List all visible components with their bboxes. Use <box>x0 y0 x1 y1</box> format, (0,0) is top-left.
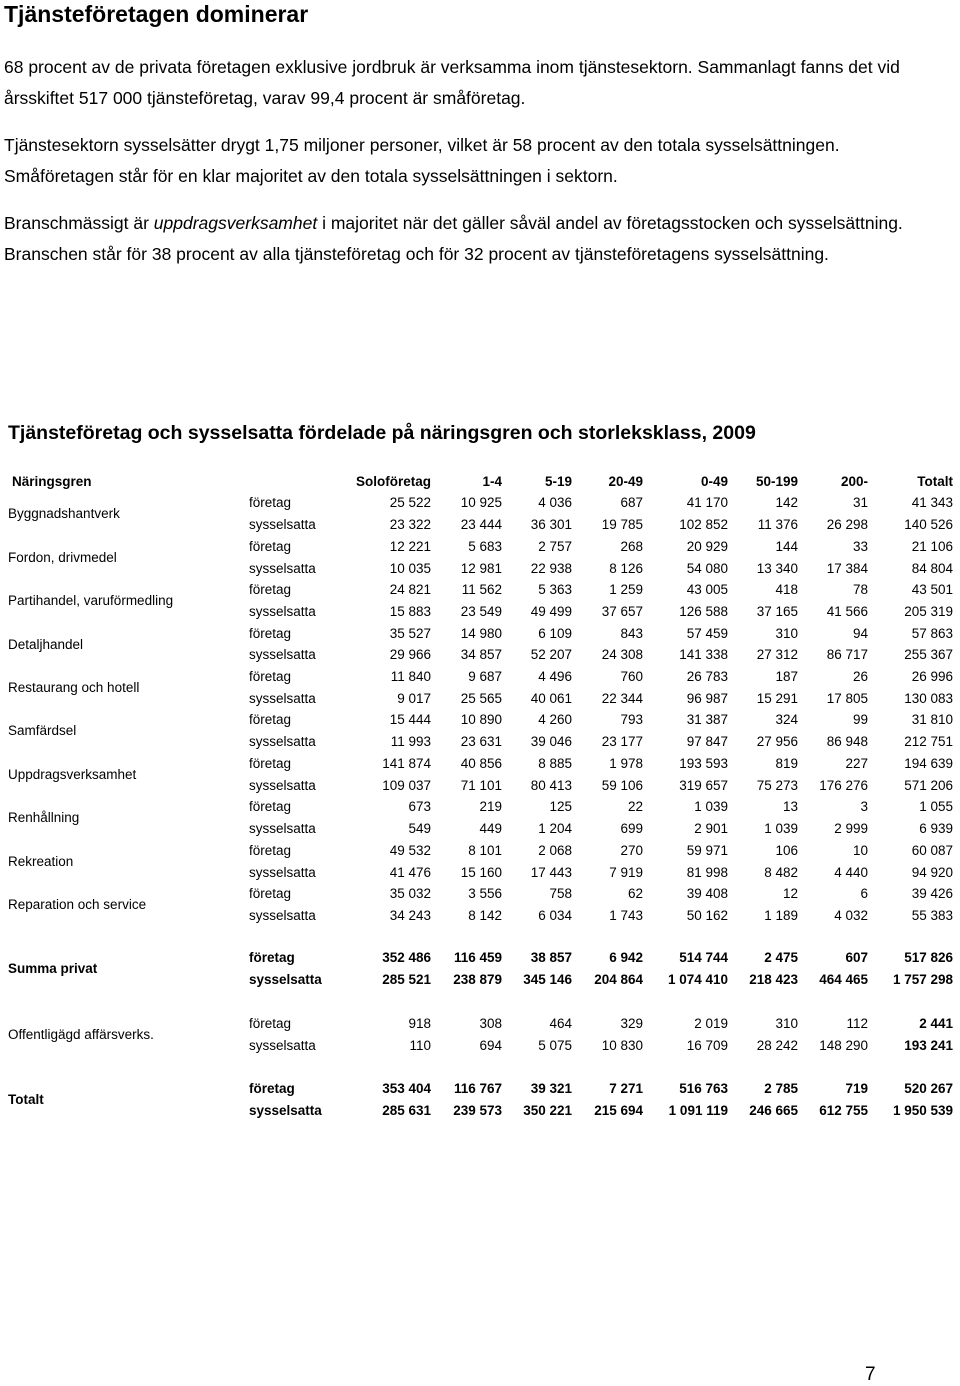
table-cell: 350 221 <box>523 1103 572 1118</box>
table-cell: 238 879 <box>453 972 502 987</box>
row-group-label: Offentligägd affärsverks. <box>8 1027 154 1042</box>
row-measure-label: företag <box>249 626 292 641</box>
table-cell: 308 <box>479 1016 502 1031</box>
row-measure-label: företag <box>249 495 292 510</box>
table-cell: 918 <box>408 1016 431 1031</box>
table-cell: 8 885 <box>538 756 572 771</box>
table-cell: 843 <box>620 626 643 641</box>
table-cell: 285 631 <box>382 1103 431 1118</box>
table-cell: 55 383 <box>911 908 953 923</box>
table-cell: 758 <box>549 886 572 901</box>
table-cell: 54 080 <box>686 561 728 576</box>
row-group-label: Uppdragsverksamhet <box>8 767 137 782</box>
table-cell: 239 573 <box>453 1103 502 1118</box>
table-cell: 1 091 119 <box>668 1103 728 1118</box>
table-cell: 24 308 <box>601 647 643 662</box>
table-cell: 1 743 <box>609 908 643 923</box>
row-group-label: Partihandel, varuförmedling <box>8 593 174 608</box>
row-measure-label: företag <box>249 799 292 814</box>
row-group-label: Byggnadshantverk <box>8 506 120 521</box>
row-measure-label: sysselsatta <box>249 517 316 532</box>
table-cell: 41 170 <box>686 495 728 510</box>
table-cell: 52 207 <box>530 647 572 662</box>
table-cell: 3 <box>860 799 868 814</box>
table-cell: 10 890 <box>460 712 502 727</box>
table-cell: 81 998 <box>686 865 728 880</box>
table-cell: 1 259 <box>609 582 643 597</box>
table-cell: 94 <box>852 626 868 641</box>
table-cell: 10 035 <box>389 561 431 576</box>
table-cell: 5 075 <box>538 1038 572 1053</box>
table-cell: 27 956 <box>756 734 798 749</box>
table-cell: 176 276 <box>819 778 868 793</box>
table-cell: 23 444 <box>460 517 502 532</box>
table-cell: 37 657 <box>601 604 643 619</box>
table-cell: 62 <box>627 886 643 901</box>
table-cell: 15 291 <box>756 691 798 706</box>
table-cell: 140 526 <box>904 517 953 532</box>
table-cell: 1 757 298 <box>892 972 953 987</box>
table-cell: 2 757 <box>538 539 572 554</box>
row-measure-label: sysselsatta <box>249 691 316 706</box>
table-cell: 5 363 <box>538 582 572 597</box>
table-cell: 464 465 <box>819 972 868 987</box>
table-cell: 319 657 <box>679 778 728 793</box>
table-cell: 49 499 <box>530 604 572 619</box>
table-cell: 96 987 <box>686 691 728 706</box>
table-cell: 10 830 <box>601 1038 643 1053</box>
table-cell: 141 338 <box>679 647 728 662</box>
table-cell: 31 387 <box>686 712 728 727</box>
table-cell: 26 996 <box>911 669 953 684</box>
table-cell: 116 459 <box>453 950 502 965</box>
table-cell: 193 241 <box>904 1038 953 1053</box>
table-cell: 246 665 <box>749 1103 798 1118</box>
row-measure-label: sysselsatta <box>249 1038 316 1053</box>
table-cell: 60 087 <box>911 843 953 858</box>
table-cell: 11 376 <box>757 517 798 532</box>
table-cell: 449 <box>479 821 502 836</box>
column-header: 20-49 <box>608 474 643 489</box>
table-cell: 43 005 <box>686 582 728 597</box>
table-cell: 144 <box>775 539 798 554</box>
column-header-naringsgren: Näringsgren <box>12 474 92 489</box>
table-cell: 35 032 <box>389 886 431 901</box>
table-cell: 549 <box>408 821 431 836</box>
table-cell: 97 847 <box>686 734 728 749</box>
row-measure-label: sysselsatta <box>249 1103 322 1118</box>
table-cell: 6 942 <box>609 950 643 965</box>
column-header: 5-19 <box>544 474 572 489</box>
page-number: 7 <box>865 1364 876 1385</box>
table-cell: 17 384 <box>826 561 868 576</box>
table-title: Tjänsteföretag och sysselsatta fördelade på näringsgren och storleksklass, 2009 <box>8 422 756 444</box>
table-cell: 7 271 <box>609 1081 643 1096</box>
table-cell: 12 981 <box>460 561 502 576</box>
table-cell: 148 290 <box>819 1038 868 1053</box>
table-cell: 227 <box>845 756 868 771</box>
table-cell: 14 980 <box>460 626 502 641</box>
table-cell: 31 810 <box>911 712 953 727</box>
table-cell: 193 593 <box>679 756 728 771</box>
table-cell: 1 074 410 <box>667 972 728 987</box>
table-cell: 41 476 <box>389 865 431 880</box>
table-cell: 719 <box>845 1081 868 1096</box>
table-cell: 4 440 <box>834 865 868 880</box>
column-header: Totalt <box>917 474 953 489</box>
table-cell: 31 <box>852 495 868 510</box>
table-cell: 520 267 <box>904 1081 953 1096</box>
table-cell: 2 475 <box>764 950 798 965</box>
table-cell: 819 <box>775 756 798 771</box>
row-measure-label: företag <box>249 843 292 858</box>
table-cell: 418 <box>775 582 798 597</box>
table-cell: 25 522 <box>389 495 431 510</box>
table-cell: 28 242 <box>756 1038 798 1053</box>
table-cell: 21 106 <box>911 539 953 554</box>
row-measure-label: sysselsatta <box>249 604 316 619</box>
table-cell: 35 527 <box>389 626 431 641</box>
row-group-label: Totalt <box>8 1092 44 1107</box>
table-cell: 109 037 <box>382 778 431 793</box>
table-cell: 130 083 <box>904 691 953 706</box>
row-group-label: Renhållning <box>8 810 80 825</box>
row-measure-label: sysselsatta <box>249 865 316 880</box>
table-cell: 15 883 <box>389 604 431 619</box>
row-measure-label: sysselsatta <box>249 734 316 749</box>
table-cell: 4 036 <box>538 495 572 510</box>
table-cell: 760 <box>620 669 643 684</box>
table-cell: 11 562 <box>461 582 502 597</box>
table-cell: 464 <box>549 1016 572 1031</box>
table-cell: 212 751 <box>904 734 953 749</box>
table-cell: 22 <box>627 799 643 814</box>
table-cell: 10 <box>852 843 868 858</box>
table-cell: 22 344 <box>601 691 643 706</box>
table-cell: 15 444 <box>389 712 431 727</box>
table-cell: 116 767 <box>453 1081 502 1096</box>
table-cell: 8 142 <box>468 908 502 923</box>
table-cell: 612 755 <box>819 1103 868 1118</box>
table-cell: 23 177 <box>601 734 643 749</box>
row-measure-label: sysselsatta <box>249 778 316 793</box>
table-cell: 86 717 <box>826 647 868 662</box>
table-cell: 57 459 <box>686 626 728 641</box>
table-cell: 86 948 <box>826 734 868 749</box>
table-cell: 1 039 <box>694 799 728 814</box>
row-group-label: Restaurang och hotell <box>8 680 140 695</box>
row-measure-label: företag <box>249 539 292 554</box>
table-cell: 24 821 <box>389 582 431 597</box>
row-measure-label: företag <box>249 756 292 771</box>
table-cell: 84 804 <box>911 561 953 576</box>
table-cell: 6 <box>860 886 868 901</box>
table-cell: 353 404 <box>382 1081 431 1096</box>
table-cell: 59 106 <box>601 778 643 793</box>
table-cell: 219 <box>479 799 502 814</box>
table-cell: 571 206 <box>904 778 953 793</box>
table-cell: 75 273 <box>756 778 798 793</box>
industry-sentence-end: i majoritet när det gäller såväl andel av företagsstocken och sysselsättning. <box>317 213 903 233</box>
row-measure-label: företag <box>249 886 292 901</box>
table-cell: 39 046 <box>530 734 572 749</box>
table-cell: 329 <box>620 1016 643 1031</box>
table-cell: 39 426 <box>911 886 953 901</box>
table-cell: 15 160 <box>460 865 502 880</box>
table-cell: 40 061 <box>530 691 572 706</box>
table-cell: 255 367 <box>904 647 953 662</box>
column-header: Soloföretag <box>355 474 431 489</box>
table-cell: 6 939 <box>919 821 953 836</box>
table-cell: 59 971 <box>686 843 728 858</box>
table-cell: 7 919 <box>609 865 643 880</box>
table-cell: 8 101 <box>468 843 502 858</box>
column-header: 200- <box>840 474 868 489</box>
table-cell: 218 423 <box>749 972 798 987</box>
table-cell: 194 639 <box>904 756 953 771</box>
table-cell: 10 925 <box>460 495 502 510</box>
table-cell: 13 <box>782 799 798 814</box>
table-cell: 34 857 <box>460 647 502 662</box>
table-cell: 205 319 <box>904 604 953 619</box>
table-cell: 204 864 <box>594 972 643 987</box>
table-cell: 9 017 <box>397 691 431 706</box>
table-cell: 99 <box>852 712 868 727</box>
table-cell: 268 <box>620 539 643 554</box>
table-cell: 517 826 <box>904 950 953 965</box>
table-cell: 33 <box>852 539 868 554</box>
table-cell: 38 857 <box>530 950 572 965</box>
table-cell: 607 <box>845 950 868 965</box>
table-cell: 110 <box>409 1038 431 1053</box>
table-cell: 9 687 <box>468 669 502 684</box>
table-cell: 352 486 <box>382 950 431 965</box>
row-measure-label: sysselsatta <box>249 972 322 987</box>
table-cell: 34 243 <box>389 908 431 923</box>
table-cell: 25 565 <box>460 691 502 706</box>
table-cell: 1 204 <box>538 821 572 836</box>
table-cell: 23 631 <box>460 734 502 749</box>
table-cell: 71 101 <box>460 778 502 793</box>
table-cell: 1 978 <box>609 756 643 771</box>
table-cell: 2 999 <box>834 821 868 836</box>
table-cell: 12 <box>782 886 798 901</box>
table-cell: 2 068 <box>538 843 572 858</box>
row-measure-label: företag <box>249 712 292 727</box>
table-cell: 1 055 <box>919 799 953 814</box>
table-cell: 36 301 <box>530 517 572 532</box>
table-cell: 39 408 <box>686 886 728 901</box>
table-cell: 11 840 <box>390 669 431 684</box>
table-cell: 1 039 <box>764 821 798 836</box>
employment-sentence: Tjänstesektorn sysselsätter drygt 1,75 miljoner personer, vilket är 58 procent av den totala sysselsättningen. <box>4 135 840 155</box>
table-cell: 22 938 <box>530 561 572 576</box>
table-cell: 142 <box>775 495 798 510</box>
table-cell: 4 032 <box>834 908 868 923</box>
table-cell: 6 109 <box>538 626 572 641</box>
table-cell: 1 950 539 <box>892 1103 953 1118</box>
table-cell: 37 165 <box>756 604 798 619</box>
row-group-label: Fordon, drivmedel <box>8 550 117 565</box>
table-cell: 20 929 <box>686 539 728 554</box>
table-cell: 516 763 <box>679 1081 728 1096</box>
table-cell: 23 322 <box>389 517 431 532</box>
row-group-label: Rekreation <box>8 854 74 869</box>
industry-highlight: uppdragsverksamhet <box>153 213 318 233</box>
table-cell: 2 441 <box>919 1016 953 1031</box>
table-cell: 112 <box>846 1016 868 1031</box>
table-cell: 8 482 <box>764 865 798 880</box>
table-cell: 215 694 <box>594 1103 643 1118</box>
industry-share-sentence: Branschen står för 38 procent av alla tjänsteföretag och för 32 procent av tjänsteföretagens sysselsättning. <box>4 244 829 264</box>
row-group-label: Samfärdsel <box>8 723 77 738</box>
table-cell: 39 321 <box>530 1081 572 1096</box>
table-cell: 514 744 <box>679 950 728 965</box>
table-cell: 699 <box>620 821 643 836</box>
table-cell: 324 <box>775 712 798 727</box>
table-cell: 80 413 <box>530 778 572 793</box>
table-cell: 310 <box>775 626 798 641</box>
table-cell: 8 126 <box>609 561 643 576</box>
table-cell: 673 <box>408 799 431 814</box>
table-cell: 345 146 <box>523 972 572 987</box>
table-cell: 57 863 <box>911 626 953 641</box>
industry-sentence-start: Branschmässigt är <box>4 213 154 233</box>
table-cell: 12 221 <box>389 539 431 554</box>
table-cell: 4 260 <box>538 712 572 727</box>
column-header: 0-49 <box>700 474 728 489</box>
row-group-label: Detaljhandel <box>8 637 84 652</box>
table-cell: 41 566 <box>826 604 868 619</box>
table-cell: 5 683 <box>468 539 502 554</box>
table-cell: 793 <box>620 712 643 727</box>
table-cell: 78 <box>852 582 868 597</box>
table-cell: 94 920 <box>911 865 953 880</box>
table-cell: 49 532 <box>389 843 431 858</box>
table-cell: 187 <box>775 669 798 684</box>
table-cell: 43 501 <box>911 582 953 597</box>
row-measure-label: sysselsatta <box>249 561 316 576</box>
table-cell: 19 785 <box>601 517 643 532</box>
row-measure-label: företag <box>249 669 292 684</box>
table-cell: 125 <box>549 799 572 814</box>
table-cell: 11 993 <box>390 734 431 749</box>
table-cell: 40 856 <box>460 756 502 771</box>
table-cell: 16 709 <box>686 1038 728 1053</box>
row-measure-label: företag <box>249 1081 295 1096</box>
table-cell: 26 783 <box>686 669 728 684</box>
table-cell: 17 443 <box>530 865 572 880</box>
table-cell: 13 340 <box>756 561 798 576</box>
row-measure-label: sysselsatta <box>249 647 316 662</box>
table-cell: 102 852 <box>679 517 728 532</box>
row-measure-label: företag <box>249 1016 292 1031</box>
table-cell: 4 496 <box>538 669 572 684</box>
table-cell: 26 298 <box>826 517 868 532</box>
table-cell: 50 162 <box>686 908 728 923</box>
table-cell: 6 034 <box>538 908 572 923</box>
table-cell: 2 901 <box>694 821 728 836</box>
table-cell: 106 <box>775 843 798 858</box>
row-measure-label: företag <box>249 950 295 965</box>
column-header: 1-4 <box>482 474 502 489</box>
table-cell: 26 <box>852 669 868 684</box>
table-cell: 1 189 <box>764 908 798 923</box>
table-cell: 285 521 <box>382 972 431 987</box>
table-cell: 3 556 <box>468 886 502 901</box>
row-group-label: Summa privat <box>8 961 98 976</box>
table-cell: 27 312 <box>756 647 798 662</box>
table-cell: 270 <box>620 843 643 858</box>
smallbusiness-sentence: Småföretagen står för en klar majoritet av den totala sysselsättningen i sektorn. <box>4 166 618 186</box>
table-cell: 29 966 <box>389 647 431 662</box>
row-group-label: Reparation och service <box>8 897 147 912</box>
table-cell: 141 874 <box>382 756 431 771</box>
intro-paragraph: 68 procent av de privata företagen exklusive jordbruk är verksamma inom tjänstesektorn. Sammanlagt fanns det vid årsskiftet 517 000 tjänsteföretag, varav 99,4 procent är småföretag. <box>4 57 900 108</box>
table-cell: 23 549 <box>460 604 502 619</box>
table-cell: 2 019 <box>694 1016 728 1031</box>
table-cell: 2 785 <box>764 1081 798 1096</box>
table-cell: 126 588 <box>679 604 728 619</box>
row-measure-label: företag <box>249 582 292 597</box>
table-cell: 694 <box>479 1038 502 1053</box>
column-header: 50-199 <box>755 474 798 489</box>
table-cell: 17 805 <box>826 691 868 706</box>
table-cell: 687 <box>620 495 643 510</box>
table-cell: 310 <box>775 1016 798 1031</box>
page-title: Tjänsteföretagen dominerar <box>4 1 309 27</box>
row-measure-label: sysselsatta <box>249 908 316 923</box>
table-cell: 41 343 <box>911 495 953 510</box>
row-measure-label: sysselsatta <box>249 821 316 836</box>
